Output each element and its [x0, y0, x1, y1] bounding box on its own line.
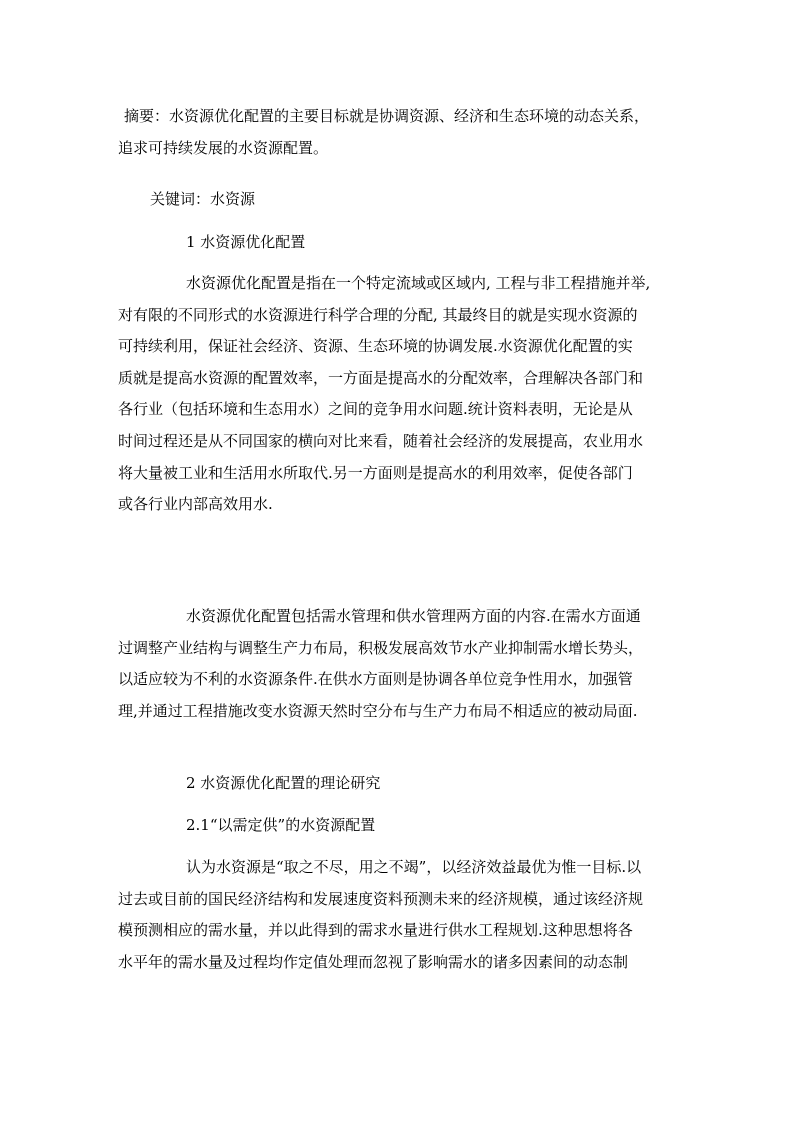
abstract-paragraph	[118, 101, 684, 164]
keywords-line: 关键词：水资源	[150, 190, 256, 208]
paragraph-line: 或各行业内部高效用水.	[118, 495, 273, 514]
paragraph-line: 水资源优化配置包括需水管理和供水管理两方面的内容.在需水方面通	[186, 607, 641, 625]
paragraph-line: 水平年的需水量及过程均作定值处理而忽视了影响需水的诸多因素间的动态制	[118, 952, 629, 971]
section-1-title: 1 水资源优化配置	[186, 233, 306, 251]
paragraph-line: 过调整产业结构与调整生产力布局，积极发展高效节水产业抑制需水增长势头，	[118, 638, 644, 657]
section-2-1-paragraph	[118, 852, 684, 978]
paragraph-line: 可持续利用，保证社会经济、资源、生态环境的协调发展.水资源优化配置的实	[118, 337, 633, 356]
paragraph-line: 模预测相应的需水量，并以此得到的需求水量进行供水工程规划.这种思想将各	[118, 921, 633, 940]
abstract-line: 摘要：水资源优化配置的主要目标就是协调资源、经济和生态环境的动态关系，	[124, 107, 650, 125]
section-2-title: 2 水资源优化配置的理论研究	[186, 774, 381, 792]
paragraph-line: 认为水资源是“取之不尽，用之不竭”，以经济效益最优为惟一目标.以	[186, 858, 642, 876]
section-1-paragraph-1	[118, 268, 684, 521]
paragraph-line: 以适应较为不利的水资源条件.在供水方面则是协调各单位竞争性用水，加强管	[118, 670, 633, 689]
paragraph-line: 时间过程还是从不同国家的横向对比来看，随着社会经济的发展提高，农业用水	[118, 431, 644, 450]
paragraph-line: 理,并通过工程措施改变水资源天然时空分布与生产力布局不相适应的被动局面.	[118, 701, 638, 720]
abstract-line: 追求可持续发展的水资源配置。	[118, 138, 329, 157]
section-1-paragraph-2	[118, 601, 684, 727]
paragraph-line: 将大量被工业和生活用水所取代.另一方面则是提高水的利用效率，促使各部门	[118, 463, 633, 482]
paragraph-line: 各行业（包括环境和生态用水）之间的竞争用水问题.统计资料表明，无论是从	[118, 400, 633, 419]
paragraph-line: 水资源优化配置是指在一个特定流域或区域内, 工程与非工程措施并举,	[186, 274, 651, 292]
paragraph-line: 过去或目前的国民经济结构和发展速度资料预测未来的经济规模，通过该经济规	[118, 889, 644, 908]
paragraph-line: 质就是提高水资源的配置效率，一方面是提高水的分配效率，合理解决各部门和	[118, 368, 644, 387]
paragraph-line: 对有限的不同形式的水资源进行科学合理的分配, 其最终目的就是实现水资源的	[118, 305, 638, 324]
section-2-1-title: 2.1“以需定供”的水资源配置	[186, 816, 376, 834]
